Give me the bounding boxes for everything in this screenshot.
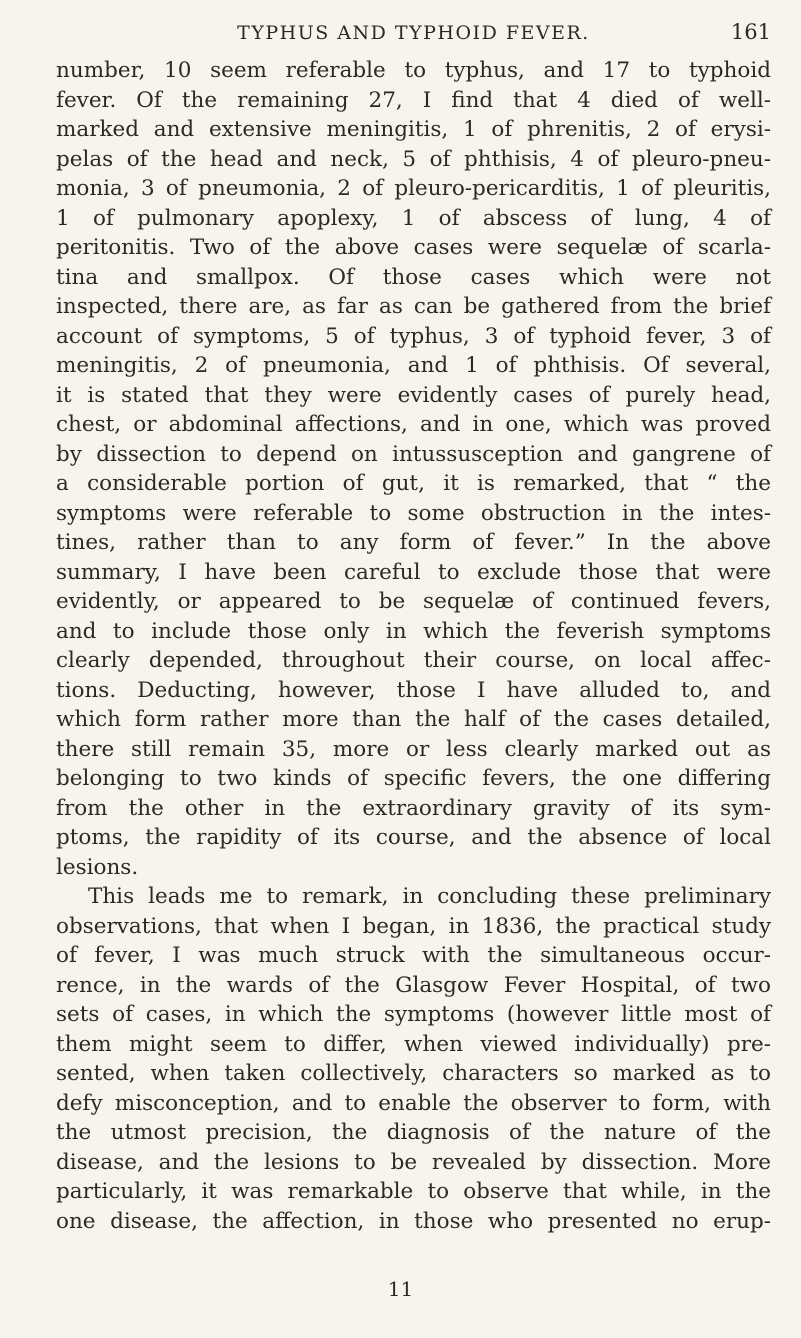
- paragraph-end-line: lesions.: [56, 854, 139, 880]
- text-line: ptoms, the rapidity of its course, and the absence of local: [56, 825, 771, 850]
- text-line: fever. Of the remaining 27, I find that 4 died of well-: [56, 87, 771, 113]
- text-line: it is stated that they were evidently cases of purely head,: [56, 382, 771, 408]
- running-title: TYPHUS AND TYPHOID FEVER.: [237, 22, 590, 44]
- text-line: sets of cases, in which the symptoms (however little most of: [56, 1002, 771, 1027]
- text-line: clearly depended, throughout their course, on local affec-: [56, 648, 771, 673]
- signature-mark: 11: [387, 1277, 414, 1301]
- text-line: evidently, or appeared to be sequelæ of continued fevers,: [56, 589, 771, 614]
- text-line: tina and smallpox. Of those cases which were not: [56, 264, 771, 290]
- text-line: pelas of the head and neck, 5 of phthisis, 4 of pleuro-pneu-: [56, 146, 771, 172]
- page-number: 161: [730, 20, 771, 44]
- paragraph-start-line: This leads me to remark, in concluding these preliminary: [88, 884, 771, 909]
- text-line: rence, in the wards of the Glasgow Fever Hospital, of two: [56, 972, 771, 998]
- text-line: belonging to two kinds of specific fevers, the one differing: [56, 766, 771, 791]
- text-line: meningitis, 2 of pneumonia, and 1 of phthisis. Of several,: [56, 353, 771, 378]
- text-line: account of symptoms, 5 of typhus, 3 of typhoid fever, 3 of: [56, 323, 771, 349]
- text-line: from the other in the extraordinary gravity of its sym-: [56, 795, 771, 821]
- text-line: summary, I have been careful to exclude those that were: [56, 559, 771, 585]
- text-line: 1 of pulmonary apoplexy, 1 of abscess of lung, 4 of: [56, 205, 771, 231]
- text-line: the utmost precision, the diagnosis of the nature of the: [56, 1120, 771, 1145]
- running-head: [56, 12, 771, 48]
- text-line: marked and extensive meningitis, 1 of phrenitis, 2 of erysi-: [56, 117, 771, 142]
- text-line: tions. Deducting, however, those I have alluded to, and: [56, 677, 771, 703]
- text-line: chest, or abdominal affections, and in one, which was proved: [56, 412, 771, 437]
- text-line: one disease, the affection, in those who presented no erup-: [56, 1208, 771, 1234]
- text-line: of fever, I was much struck with the simultaneous occur-: [56, 943, 771, 968]
- text-line: inspected, there are, as far as can be gathered from the brief: [56, 294, 771, 319]
- text-line: them might seem to differ, when viewed individually) pre-: [56, 1031, 771, 1057]
- text-line: sented, when taken collectively, characters so marked as to: [56, 1061, 771, 1086]
- text-line: tines, rather than to any form of fever.” In the above: [56, 530, 771, 555]
- text-line: by dissection to depend on intussusception and gangrene of: [56, 441, 771, 467]
- text-line: observations, that when I began, in 1836, the practical study: [56, 913, 771, 939]
- text-line: number, 10 seem referable to typhus, and 17 to typhoid: [56, 58, 771, 83]
- text-line: peritonitis. Two of the above cases were sequelæ of scarla-: [56, 235, 771, 260]
- text-line: particularly, it was remarkable to observe that while, in the: [56, 1179, 771, 1204]
- text-line: a considerable portion of gut, it is remarked, that “ the: [56, 471, 771, 496]
- text-line: which form rather more than the half of the cases detailed,: [56, 707, 771, 732]
- text-line: monia, 3 of pneumonia, 2 of pleuro-pericarditis, 1 of pleuritis,: [56, 176, 771, 201]
- text-line: there still remain 35, more or less clearly marked out as: [56, 736, 771, 762]
- text-line: defy misconception, and to enable the observer to form, with: [56, 1090, 771, 1116]
- text-line: symptoms were referable to some obstruction in the intes-: [56, 500, 771, 526]
- body-text: [56, 56, 771, 1236]
- text-line: and to include those only in which the feverish symptoms: [56, 618, 771, 644]
- text-line: disease, and the lesions to be revealed by dissection. More: [56, 1149, 771, 1175]
